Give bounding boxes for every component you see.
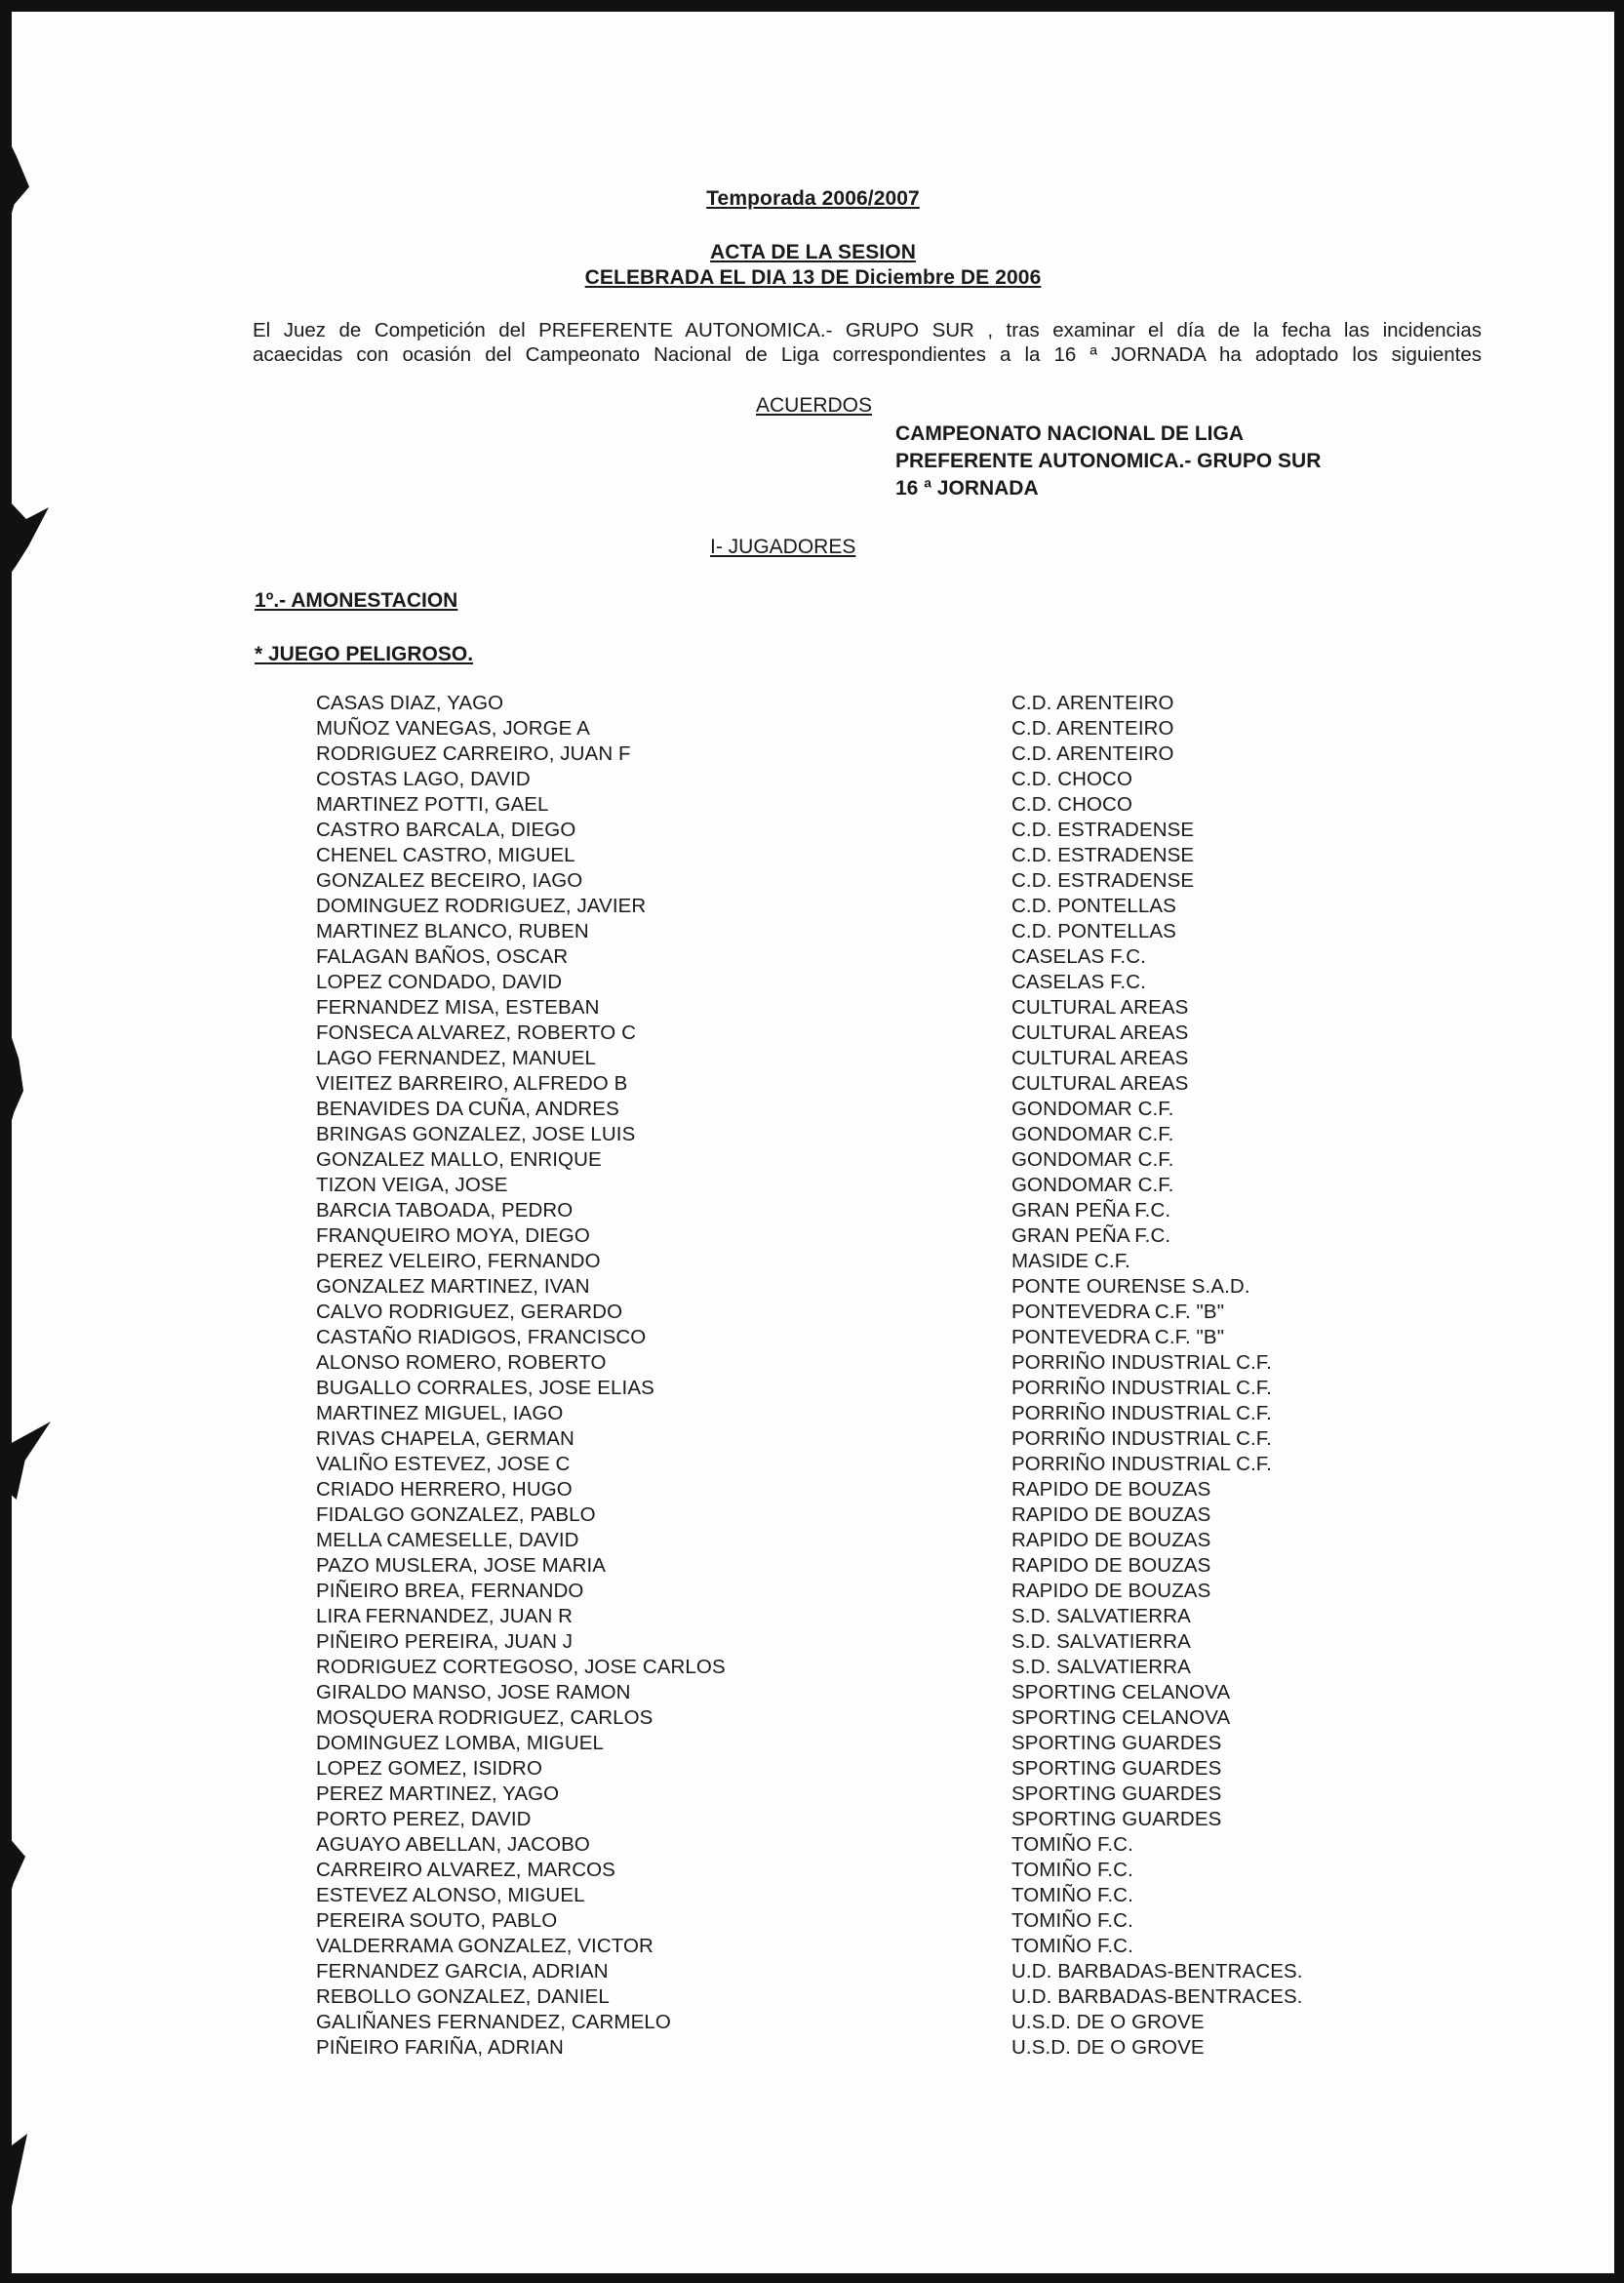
player-name: PEREZ MARTINEZ, YAGO xyxy=(316,1782,560,1805)
player-name: DOMINGUEZ LOMBA, MIGUEL xyxy=(316,1732,605,1754)
player-row xyxy=(316,1249,1389,1274)
player-name: GONZALEZ MALLO, ENRIQUE xyxy=(316,1148,602,1171)
player-name: PIÑEIRO FARIÑA, ADRIAN xyxy=(316,2036,564,2059)
player-club: C.D. ESTRADENSE xyxy=(1011,844,1195,866)
championship-line: PREFERENTE AUTONOMICA.- GRUPO SUR xyxy=(895,450,1322,472)
player-row xyxy=(316,1173,1389,1198)
player-row xyxy=(316,1021,1389,1046)
player-club: PORRIÑO INDUSTRIAL C.F. xyxy=(1011,1402,1272,1424)
player-name: PORTO PEREZ, DAVID xyxy=(316,1808,532,1830)
championship-line: 16 ª JORNADA xyxy=(895,477,1039,500)
player-row xyxy=(316,2035,1389,2061)
player-club: PONTEVEDRA C.F. "B" xyxy=(1011,1326,1225,1348)
player-name: GONZALEZ MARTINEZ, IVAN xyxy=(316,1275,590,1298)
player-name: TIZON VEIGA, JOSE xyxy=(316,1174,508,1196)
player-club: C.D. PONTELLAS xyxy=(1011,895,1176,917)
player-name: ESTEVEZ ALONSO, MIGUEL xyxy=(316,1884,585,1906)
player-name: REBOLLO GONZALEZ, DANIEL xyxy=(316,1985,610,2008)
player-row xyxy=(316,1325,1389,1350)
player-club: CULTURAL AREAS xyxy=(1011,1021,1189,1044)
player-row xyxy=(316,1477,1389,1502)
torn-edge-mark xyxy=(12,1422,51,1500)
player-club: PORRIÑO INDUSTRIAL C.F. xyxy=(1011,1427,1272,1450)
player-row xyxy=(316,1756,1389,1782)
player-row xyxy=(316,1376,1389,1401)
player-club: PORRIÑO INDUSTRIAL C.F. xyxy=(1011,1377,1272,1399)
player-name: RIVAS CHAPELA, GERMAN xyxy=(316,1427,574,1450)
player-name: BARCIA TABOADA, PEDRO xyxy=(316,1199,574,1222)
player-club: PORRIÑO INDUSTRIAL C.F. xyxy=(1011,1453,1272,1475)
player-name: FALAGAN BAÑOS, OSCAR xyxy=(316,945,569,968)
player-row xyxy=(316,1300,1389,1325)
player-club: C.D. ARENTEIRO xyxy=(1011,742,1174,765)
player-name: VIEITEZ BARREIRO, ALFREDO B xyxy=(316,1072,628,1095)
player-name: LOPEZ GOMEZ, ISIDRO xyxy=(316,1757,542,1780)
player-club: C.D. ESTRADENSE xyxy=(1011,869,1195,892)
player-club: GONDOMAR C.F. xyxy=(1011,1123,1174,1145)
player-row xyxy=(316,1046,1389,1071)
player-row xyxy=(316,944,1389,970)
player-club: RAPIDO DE BOUZAS xyxy=(1011,1503,1211,1526)
player-club: RAPIDO DE BOUZAS xyxy=(1011,1529,1211,1551)
player-row xyxy=(316,1553,1389,1579)
player-row xyxy=(316,1071,1389,1097)
player-club: PONTE OURENSE S.A.D. xyxy=(1011,1275,1250,1298)
player-club: CULTURAL AREAS xyxy=(1011,1072,1189,1095)
player-club: C.D. ARENTEIRO xyxy=(1011,692,1174,714)
player-row xyxy=(316,716,1389,741)
player-row xyxy=(316,1452,1389,1477)
player-row xyxy=(316,1122,1389,1147)
championship-line: CAMPEONATO NACIONAL DE LIGA xyxy=(895,422,1245,445)
player-name: VALIÑO ESTEVEZ, JOSE C xyxy=(316,1453,571,1475)
player-name: COSTAS LAGO, DAVID xyxy=(316,768,531,790)
player-row xyxy=(316,767,1389,792)
section-title: I- JUGADORES xyxy=(710,536,856,558)
player-row xyxy=(316,1959,1389,1984)
player-club: S.D. SALVATIERRA xyxy=(1011,1656,1191,1678)
player-club: SPORTING CELANOVA xyxy=(1011,1706,1231,1729)
player-row xyxy=(316,1731,1389,1756)
player-name: CHENEL CASTRO, MIGUEL xyxy=(316,844,575,866)
player-name: LIRA FERNANDEZ, JUAN R xyxy=(316,1605,574,1627)
player-club: RAPIDO DE BOUZAS xyxy=(1011,1580,1211,1602)
player-row xyxy=(316,1604,1389,1629)
player-name: GONZALEZ BECEIRO, IAGO xyxy=(316,869,583,892)
player-name: CASAS DIAZ, YAGO xyxy=(316,692,504,714)
player-club: TOMIÑO F.C. xyxy=(1011,1859,1133,1881)
player-row xyxy=(316,1908,1389,1934)
player-name: MARTINEZ MIGUEL, IAGO xyxy=(316,1402,564,1424)
player-club: RAPIDO DE BOUZAS xyxy=(1011,1554,1211,1577)
player-name: GIRALDO MANSO, JOSE RAMON xyxy=(316,1681,631,1703)
player-name: ALONSO ROMERO, ROBERTO xyxy=(316,1351,607,1374)
intro-line: acaecidas con ocasión del Campeonato Nacional de Liga correspondientes a la 16 ª JORNADA ha adoptado los siguientes xyxy=(253,343,1482,366)
player-name: CALVO RODRIGUEZ, GERARDO xyxy=(316,1301,623,1323)
championship-block xyxy=(895,421,1321,502)
torn-edge-mark xyxy=(12,500,49,578)
torn-edge-mark xyxy=(12,139,29,226)
acuerdos-heading: ACUERDOS xyxy=(756,394,873,417)
player-club: MASIDE C.F. xyxy=(1011,1250,1130,1272)
player-row xyxy=(316,1858,1389,1883)
player-club: SPORTING GUARDES xyxy=(1011,1808,1222,1830)
player-club: SPORTING GUARDES xyxy=(1011,1782,1222,1805)
player-name: FRANQUEIRO MOYA, DIEGO xyxy=(316,1224,590,1247)
player-club: TOMIÑO F.C. xyxy=(1011,1833,1133,1856)
player-name: FIDALGO GONZALEZ, PABLO xyxy=(316,1503,596,1526)
player-club: CULTURAL AREAS xyxy=(1011,1047,1189,1069)
player-name: BRINGAS GONZALEZ, JOSE LUIS xyxy=(316,1123,636,1145)
player-row xyxy=(316,1528,1389,1553)
player-row xyxy=(316,1274,1389,1300)
player-name: FONSECA ALVAREZ, ROBERTO C xyxy=(316,1021,637,1044)
player-row xyxy=(316,970,1389,995)
player-row xyxy=(316,843,1389,868)
player-row xyxy=(316,868,1389,894)
player-club: C.D. ARENTEIRO xyxy=(1011,717,1174,740)
player-row xyxy=(316,995,1389,1021)
player-name: MOSQUERA RODRIGUEZ, CARLOS xyxy=(316,1706,654,1729)
player-name: MELLA CAMESELLE, DAVID xyxy=(316,1529,579,1551)
player-name: CRIADO HERRERO, HUGO xyxy=(316,1478,573,1501)
player-row xyxy=(316,1502,1389,1528)
player-list xyxy=(316,691,1389,2061)
player-club: TOMIÑO F.C. xyxy=(1011,1884,1133,1906)
torn-edge-mark xyxy=(12,1836,25,1904)
player-club: C.D. PONTELLAS xyxy=(1011,920,1176,942)
player-club: SPORTING GUARDES xyxy=(1011,1757,1222,1780)
player-name: CASTRO BARCALA, DIEGO xyxy=(316,819,576,841)
player-club: SPORTING GUARDES xyxy=(1011,1732,1222,1754)
player-row xyxy=(316,2010,1389,2035)
torn-edge-mark xyxy=(12,1026,23,1134)
player-name: DOMINGUEZ RODRIGUEZ, JAVIER xyxy=(316,895,647,917)
player-club: U.D. BARBADAS-BENTRACES. xyxy=(1011,1985,1303,2008)
player-row xyxy=(316,1147,1389,1173)
player-club: GRAN PEÑA F.C. xyxy=(1011,1199,1171,1222)
document-page xyxy=(12,12,1614,2273)
player-row xyxy=(316,1984,1389,2010)
player-club: C.D. ESTRADENSE xyxy=(1011,819,1195,841)
player-club: PONTEVEDRA C.F. "B" xyxy=(1011,1301,1225,1323)
player-row xyxy=(316,1579,1389,1604)
reason-title: * JUEGO PELIGROSO. xyxy=(255,643,474,665)
acta-date: CELEBRADA EL DIA 13 DE Diciembre DE 2006 xyxy=(584,266,1042,289)
acta-title: ACTA DE LA SESION xyxy=(710,241,916,263)
player-name: FERNANDEZ MISA, ESTEBAN xyxy=(316,996,600,1019)
player-row xyxy=(316,1883,1389,1908)
player-club: U.S.D. DE O GROVE xyxy=(1011,2036,1205,2059)
player-club: TOMIÑO F.C. xyxy=(1011,1909,1133,1932)
player-name: MARTINEZ POTTI, GAEL xyxy=(316,793,549,816)
player-name: CARREIRO ALVAREZ, MARCOS xyxy=(316,1859,615,1881)
player-row xyxy=(316,1097,1389,1122)
player-club: S.D. SALVATIERRA xyxy=(1011,1605,1191,1627)
player-row xyxy=(316,1223,1389,1249)
player-club: CASELAS F.C. xyxy=(1011,971,1146,993)
season-title: Temporada 2006/2007 xyxy=(706,187,920,210)
player-club: CULTURAL AREAS xyxy=(1011,996,1189,1019)
player-row xyxy=(316,818,1389,843)
player-name: PEREIRA SOUTO, PABLO xyxy=(316,1909,558,1932)
player-name: MARTINEZ BLANCO, RUBEN xyxy=(316,920,589,942)
player-club: S.D. SALVATIERRA xyxy=(1011,1630,1191,1653)
player-name: LOPEZ CONDADO, DAVID xyxy=(316,971,563,993)
player-club: SPORTING CELANOVA xyxy=(1011,1681,1231,1703)
player-club: C.D. CHOCO xyxy=(1011,768,1132,790)
player-name: RODRIGUEZ CARREIRO, JUAN F xyxy=(316,742,631,765)
player-row xyxy=(316,741,1389,767)
player-row xyxy=(316,1426,1389,1452)
player-name: RODRIGUEZ CORTEGOSO, JOSE CARLOS xyxy=(316,1656,726,1678)
player-name: BENAVIDES DA CUÑA, ANDRES xyxy=(316,1098,619,1120)
player-club: CASELAS F.C. xyxy=(1011,945,1146,968)
player-name: FERNANDEZ GARCIA, ADRIAN xyxy=(316,1960,609,1983)
player-club: U.S.D. DE O GROVE xyxy=(1011,2011,1205,2033)
player-name: GALIÑANES FERNANDEZ, CARMELO xyxy=(316,2011,671,2033)
player-row xyxy=(316,1705,1389,1731)
player-row xyxy=(316,1782,1389,1807)
player-club: RAPIDO DE BOUZAS xyxy=(1011,1478,1211,1501)
torn-edge-mark xyxy=(12,2134,27,2207)
player-club: C.D. CHOCO xyxy=(1011,793,1132,816)
player-club: GRAN PEÑA F.C. xyxy=(1011,1224,1171,1247)
player-row xyxy=(316,1350,1389,1376)
player-name: PIÑEIRO PEREIRA, JUAN J xyxy=(316,1630,574,1653)
player-row xyxy=(316,919,1389,944)
player-name: PIÑEIRO BREA, FERNANDO xyxy=(316,1580,584,1602)
player-row xyxy=(316,792,1389,818)
player-club: GONDOMAR C.F. xyxy=(1011,1174,1174,1196)
player-club: GONDOMAR C.F. xyxy=(1011,1148,1174,1171)
player-club: GONDOMAR C.F. xyxy=(1011,1098,1174,1120)
player-name: MUÑOZ VANEGAS, JORGE A xyxy=(316,717,590,740)
player-row xyxy=(316,894,1389,919)
player-row xyxy=(316,1934,1389,1959)
player-name: PAZO MUSLERA, JOSE MARIA xyxy=(316,1554,607,1577)
player-row xyxy=(316,1680,1389,1705)
player-row xyxy=(316,1401,1389,1426)
player-club: U.D. BARBADAS-BENTRACES. xyxy=(1011,1960,1303,1983)
player-name: AGUAYO ABELLAN, JACOBO xyxy=(316,1833,590,1856)
player-club: TOMIÑO F.C. xyxy=(1011,1935,1133,1957)
player-name: BUGALLO CORRALES, JOSE ELIAS xyxy=(316,1377,654,1399)
player-row xyxy=(316,1807,1389,1832)
player-club: PORRIÑO INDUSTRIAL C.F. xyxy=(1011,1351,1272,1374)
player-row xyxy=(316,1198,1389,1223)
subsection-title: 1º.- AMONESTACION xyxy=(255,589,458,612)
player-name: LAGO FERNANDEZ, MANUEL xyxy=(316,1047,596,1069)
intro-line: El Juez de Competición del PREFERENTE AUTONOMICA.- GRUPO SUR , tras examinar el día de la fecha las incidencias xyxy=(253,319,1482,341)
player-row xyxy=(316,1832,1389,1858)
intro-paragraph xyxy=(253,318,1482,367)
player-row xyxy=(316,1655,1389,1680)
player-row xyxy=(316,1629,1389,1655)
player-name: CASTAÑO RIADIGOS, FRANCISCO xyxy=(316,1326,647,1348)
player-name: PEREZ VELEIRO, FERNANDO xyxy=(316,1250,601,1272)
player-name: VALDERRAMA GONZALEZ, VICTOR xyxy=(316,1935,654,1957)
player-row xyxy=(316,691,1389,716)
